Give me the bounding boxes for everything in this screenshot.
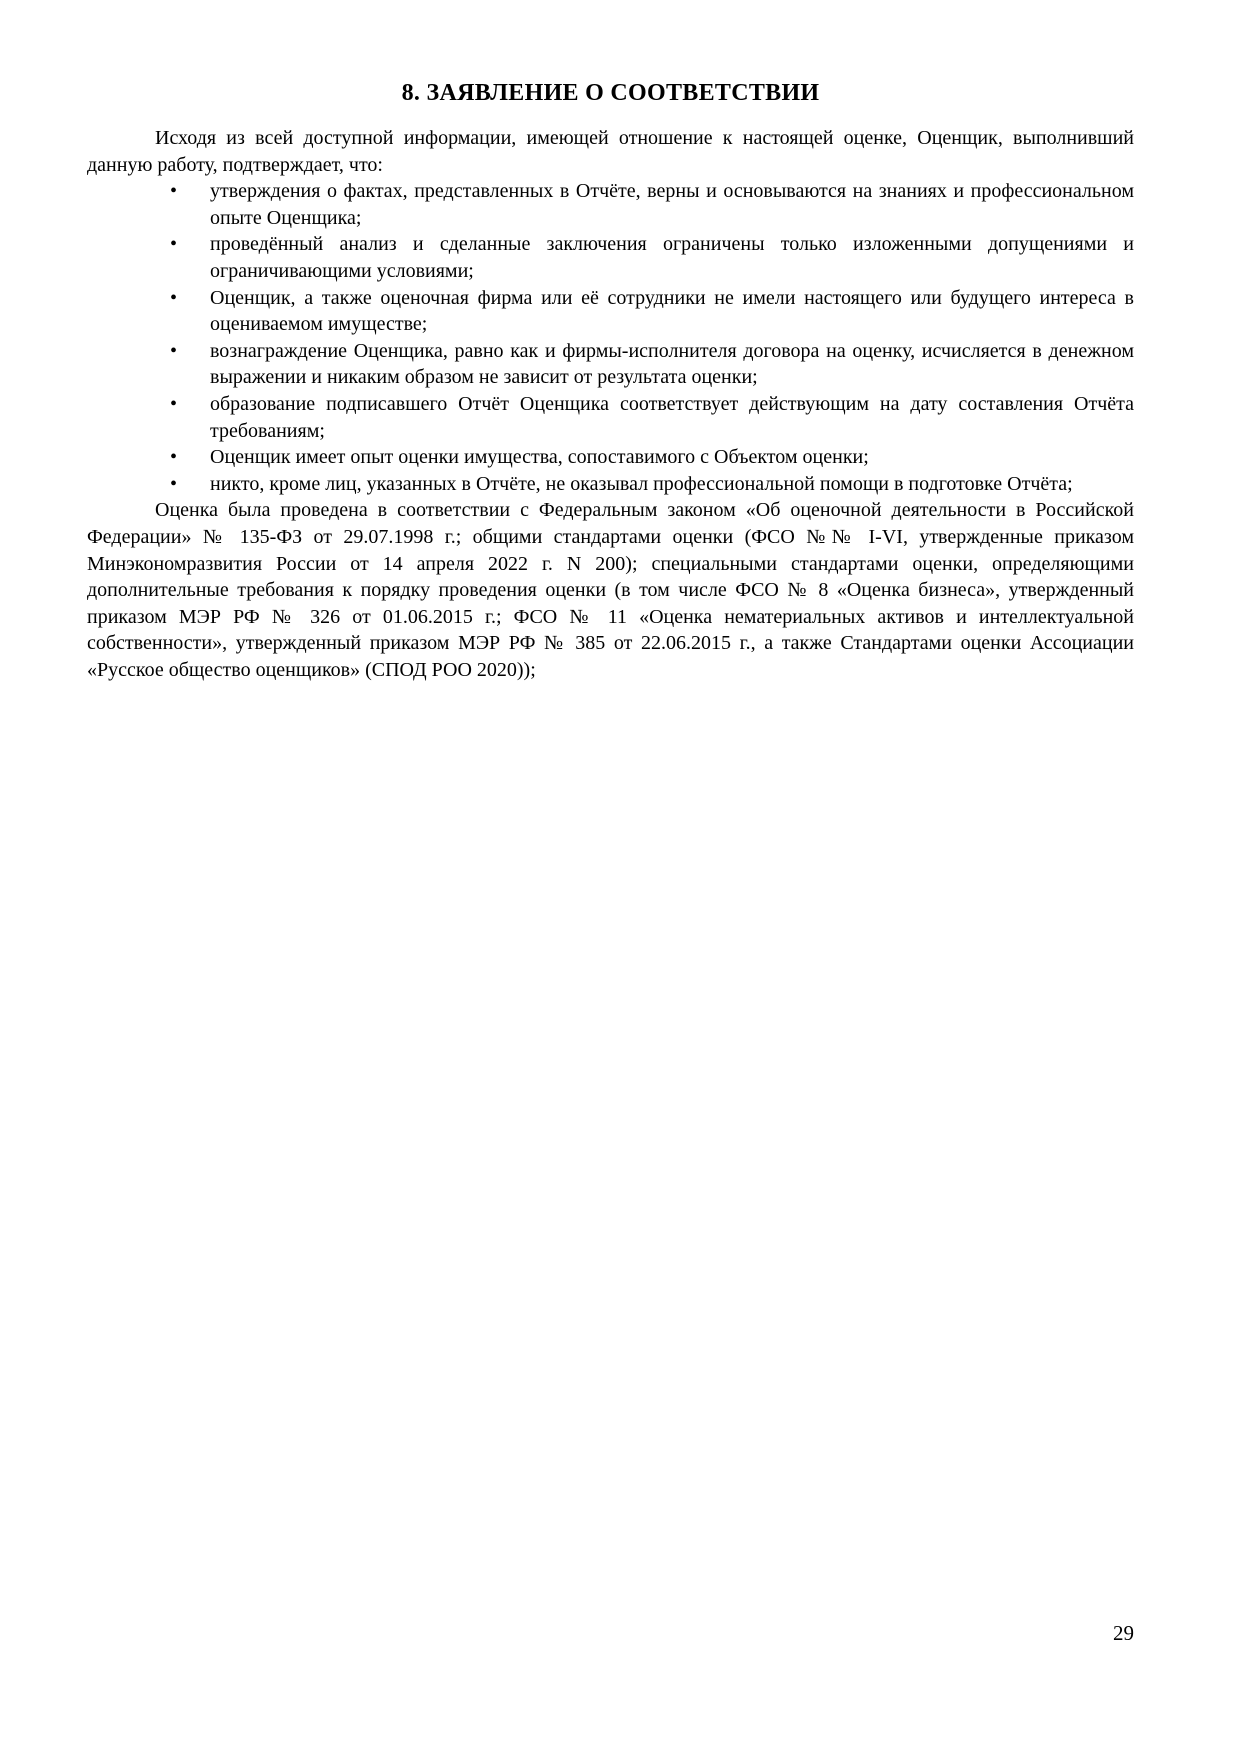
bullet-icon: •	[170, 392, 178, 415]
bullet-icon: •	[170, 233, 178, 256]
list-item-text: проведённый анализ и сделанные заключения ограничены только изложенными допущениями и ограничивающими условиями;	[210, 233, 1134, 282]
page-number: 29	[1113, 1621, 1134, 1645]
bullet-icon: •	[170, 339, 178, 362]
list-item-text: утверждения о фактах, представленных в Отчёте, верны и основываются на знаниях и профессиональном опыте Оценщика;	[210, 180, 1134, 229]
list-item	[170, 231, 1134, 284]
list-item	[170, 285, 1134, 338]
list-item	[170, 444, 1134, 471]
list-item	[170, 391, 1134, 444]
intro-paragraph: Исходя из всей доступной информации, имеющей отношение к настоящей оценке, Оценщик, выполнивший данную работу, подтверждает, что:	[87, 127, 1134, 176]
section-title: 8. ЗАЯВЛЕНИЕ О СООТВЕТСТВИИ	[401, 80, 820, 106]
list-item-text: Оценщик, а также оценочная фирма или её сотрудники не имели настоящего или будущего интереса в оцениваемом имуществе;	[210, 286, 1134, 336]
bullet-icon: •	[170, 286, 178, 309]
list-item-text: Оценщик имеет опыт оценки имущества, сопоставимого с Объектом оценки;	[210, 446, 869, 469]
list-item	[170, 178, 1134, 231]
closing-paragraph: Оценка была проведена в соответствии с Федеральным законом «Об оценочной деятельности в Российской Федерации» № 135-ФЗ от 29.07.1998 г.; общими стандартами оценки (ФСО №№ I-VI, утвержденные приказом Минэкономразвития России от 14 апреля 2022 г. N 200); специальными стандартами оценки, определяющими дополнительные требования к порядку проведения оценки (в том числе ФСО № 8 «Оценка бизнеса», утвержденный приказом МЭР РФ № 326 от 01.06.2015 г.; ФСО № 11 «Оценка нематериальных активов и интеллектуальной собственности», утвержденный приказом МЭР РФ № 385 от 22.06.2015 г., а также Стандартами оценки Ассоциации «Русское общество оценщиков» (СПОД РОО 2020));	[87, 499, 1134, 681]
bullet-icon: •	[170, 180, 178, 203]
list-item-text: образование подписавшего Отчёт Оценщика соответствует действующим на дату составления Отчёта требованиям;	[210, 392, 1134, 442]
compliance-statements-list	[87, 178, 1134, 497]
list-item-text: никто, кроме лиц, указанных в Отчёте, не оказывал профессиональной помощи в подготовке Отчёта;	[210, 472, 1073, 495]
list-item-text: вознаграждение Оценщика, равно как и фирмы-исполнителя договора на оценку, исчисляется в денежном выражении и никаким образом не зависит от результата оценки;	[210, 339, 1134, 389]
list-item	[170, 471, 1134, 498]
bullet-icon: •	[170, 472, 178, 495]
bullet-icon: •	[170, 446, 178, 469]
list-item	[170, 338, 1134, 391]
